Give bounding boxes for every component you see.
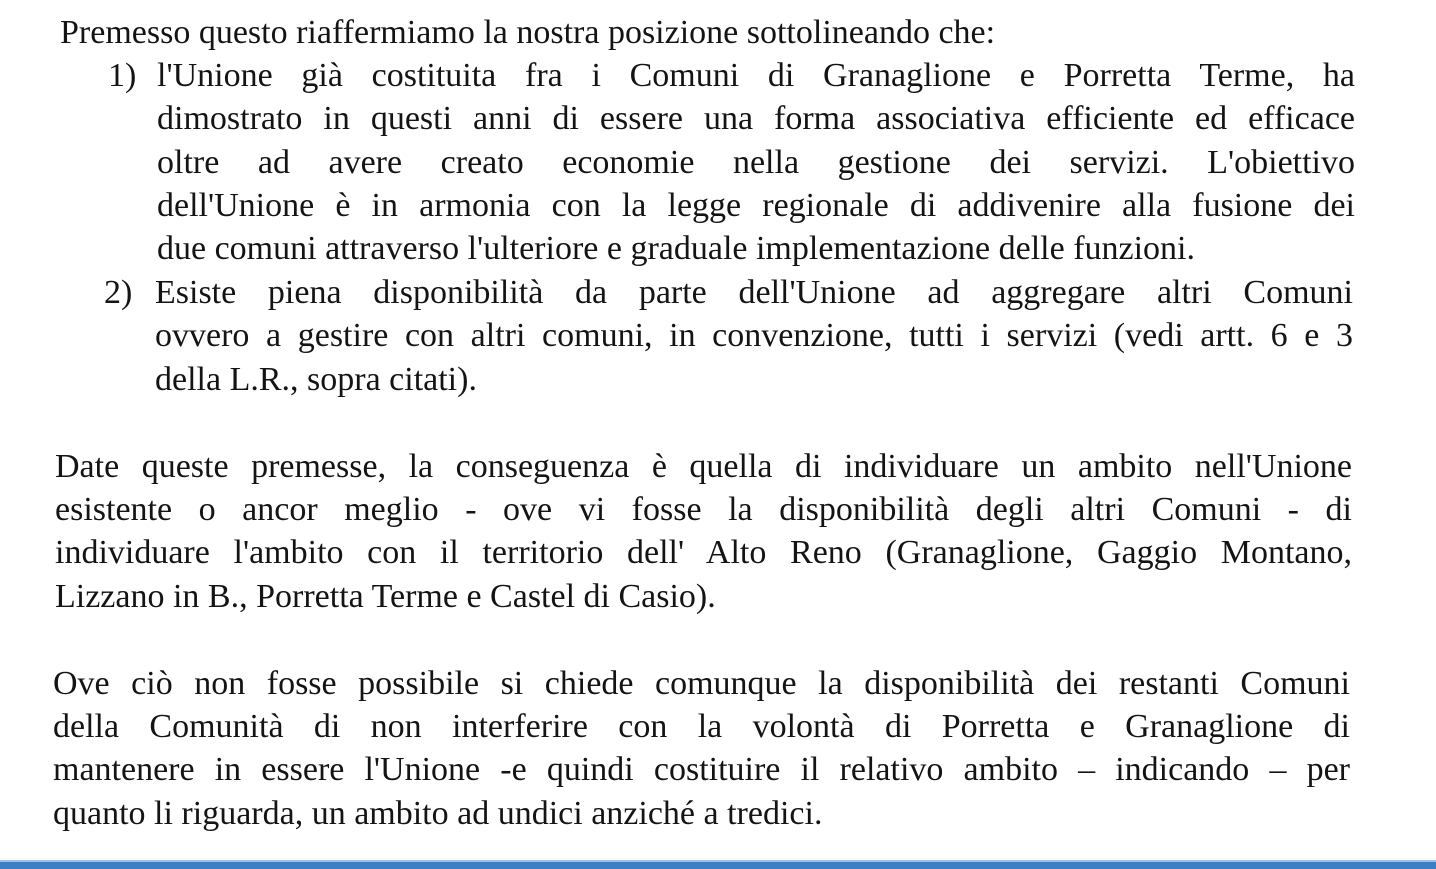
item1-line-1: l'Unione già costituita fra i Comuni di Granaglione e Porretta Terme, ha [157, 57, 1355, 94]
item1-line-4: dell'Unione è in armonia con la legge regionale di addivenire alla fusione dei [157, 187, 1355, 224]
para2-line-2: esistente o ancor meglio - ove vi fosse la disponibilità degli altri Comuni - di [55, 491, 1352, 528]
bottom-border [0, 862, 1436, 869]
item2-line-1: Esiste piena disponibilità da parte dell'Unione ad aggregare altri Comuni [155, 274, 1353, 311]
para3-line-3: mantenere in essere l'Unione -e quindi costituire il relativo ambito – indicando – per [53, 751, 1350, 788]
para3-line-4: quanto li riguarda, un ambito ad undici anziché a tredici. [53, 795, 823, 832]
item1-line-3: oltre ad avere creato economie nella gestione dei servizi. L'obiettivo [157, 144, 1355, 181]
item2-line-3: della L.R., sopra citati). [155, 361, 477, 398]
para2-line-4: Lizzano in B., Porretta Terme e Castel di Casio). [55, 578, 716, 615]
list-marker-2: 2) [104, 274, 133, 311]
list-marker-1: 1) [108, 57, 137, 94]
para3-line-1: Ove ciò non fosse possibile si chiede comunque la disponibilità dei restanti Comuni [53, 665, 1350, 702]
para2-line-1: Date queste premesse, la conseguenza è quella di individuare un ambito nell'Unione [55, 448, 1352, 485]
para3-line-2: della Comunità di non interferire con la volontà di Porretta e Granaglione di [53, 708, 1350, 745]
intro-line: Premesso questo riaffermiamo la nostra posizione sottolineando che: [60, 14, 996, 51]
item1-line-2: dimostrato in questi anni di essere una forma associativa efficiente ed efficace [157, 100, 1355, 137]
para2-line-3: individuare l'ambito con il territorio dell' Alto Reno (Granaglione, Gaggio Montano, [55, 534, 1352, 571]
item1-line-5: due comuni attraverso l'ulteriore e graduale implementazione delle funzioni. [157, 230, 1195, 267]
item2-line-2: ovvero a gestire con altri comuni, in convenzione, tutti i servizi (vedi artt. 6 e 3 [155, 317, 1353, 354]
